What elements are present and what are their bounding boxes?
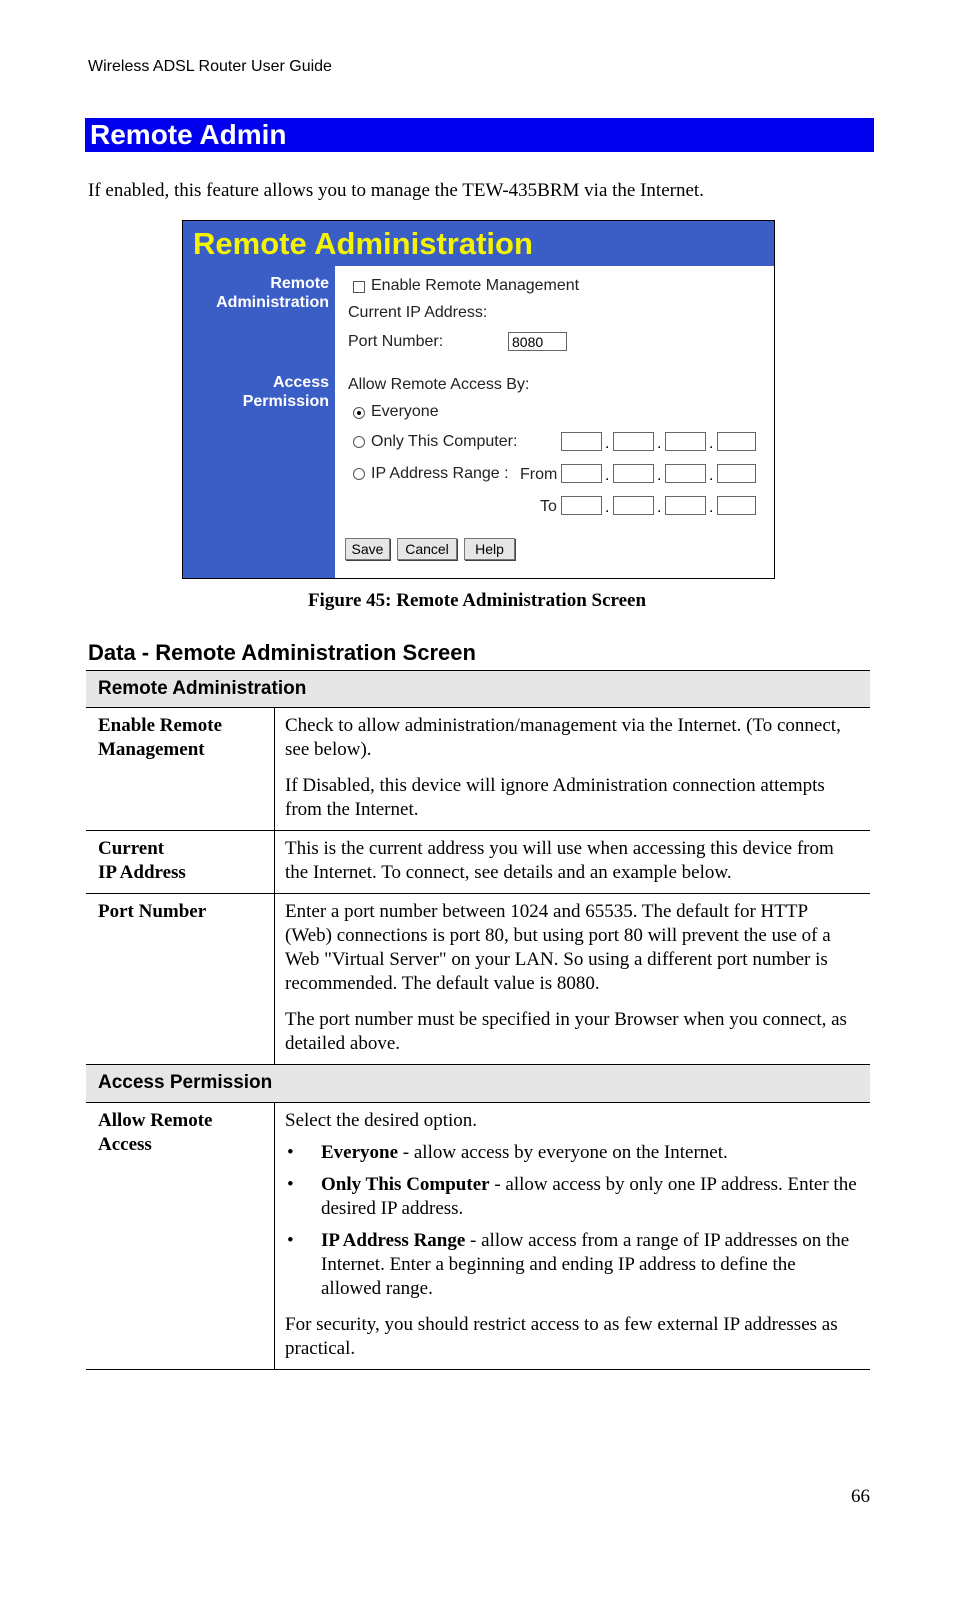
description-paragraph: Enter a port number between 1024 and 65535. The default for HTTP (Web) connections is port 80, but using port 80 will prevent the use of a Web "Virtual Server" on your LAN. So using a different port number is recommended. The default value is 8080. xyxy=(285,901,831,994)
port-number-field[interactable]: 8080 xyxy=(508,332,567,351)
side-label-access xyxy=(189,373,329,411)
dot-separator: . xyxy=(605,467,610,484)
dot-separator: . xyxy=(709,467,714,484)
row-label-line: IP Address xyxy=(98,862,186,883)
row-description xyxy=(275,831,870,893)
dot-separator: . xyxy=(709,435,714,452)
description-paragraph: If Disabled, this device will ignore Administration connection attempts from the Internet. xyxy=(285,775,825,820)
current-ip-label: Current IP Address: xyxy=(348,304,488,321)
description-paragraph: For security, you should restrict access to as few external IP addresses as practical. xyxy=(285,1314,838,1359)
row-description xyxy=(275,708,870,830)
dot-separator: . xyxy=(657,435,662,452)
row-label xyxy=(86,1103,275,1369)
only-ip-octet-2[interactable] xyxy=(613,432,654,451)
table-row xyxy=(86,894,870,1065)
figure-caption: Figure 45: Remote Administration Screen xyxy=(307,590,647,611)
side-label-remote xyxy=(189,274,329,312)
only-ip-octet-1[interactable] xyxy=(561,432,602,451)
row-label xyxy=(86,708,275,830)
dot-separator: . xyxy=(605,499,610,516)
row-description xyxy=(275,1103,870,1369)
to-ip-octet-2[interactable] xyxy=(613,496,654,515)
description-paragraph: The port number must be specified in your Browser when you connect, as detailed above. xyxy=(285,1009,847,1054)
only-ip-octet-4[interactable] xyxy=(717,432,756,451)
radio-everyone-label: Everyone xyxy=(371,403,439,420)
to-ip-octet-1[interactable] xyxy=(561,496,602,515)
side-label-access-line1: Access xyxy=(272,374,329,391)
description-paragraph: Check to allow administration/management via the Internet. (To connect, see below). xyxy=(285,715,841,760)
running-header: Wireless ADSL Router User Guide xyxy=(88,58,332,75)
description-paragraph: Select the desired option. xyxy=(285,1110,478,1131)
save-button[interactable]: Save xyxy=(345,538,390,560)
row-label xyxy=(86,894,275,1064)
option-desc: - allow access by only one IP address. Enter the desired IP address. xyxy=(321,1174,857,1219)
dot-separator: . xyxy=(657,467,662,484)
table-row xyxy=(86,1103,870,1370)
option-list xyxy=(285,1141,858,1301)
side-label-remote-line2: Administration xyxy=(216,294,329,311)
screenshot-title: Remote Administration xyxy=(193,226,533,261)
port-number-label: Port Number: xyxy=(348,333,444,350)
list-item xyxy=(321,1141,858,1165)
from-ip-octet-4[interactable] xyxy=(717,464,756,483)
row-label-line: Access xyxy=(98,1134,152,1155)
option-name: IP Address Range xyxy=(321,1230,466,1251)
section-title: Remote Admin xyxy=(90,119,287,150)
radio-everyone[interactable] xyxy=(353,407,365,419)
list-item xyxy=(321,1229,858,1301)
dot-separator: . xyxy=(605,435,610,452)
help-button[interactable]: Help xyxy=(464,538,515,560)
list-item xyxy=(321,1173,858,1221)
row-description xyxy=(275,894,870,1064)
to-ip-octet-4[interactable] xyxy=(717,496,756,515)
row-label-line: Allow Remote xyxy=(98,1110,213,1131)
section-header-bar xyxy=(85,118,874,152)
enable-remote-checkbox[interactable] xyxy=(353,281,365,293)
intro-paragraph: If enabled, this feature allows you to manage the TEW-435BRM via the Internet. xyxy=(88,180,704,201)
row-label-line: Port Number xyxy=(98,901,207,922)
from-ip-octet-1[interactable] xyxy=(561,464,602,483)
radio-only-computer-label: Only This Computer: xyxy=(371,433,518,450)
row-label-line: Management xyxy=(98,739,205,760)
description-paragraph: This is the current address you will use when accessing this device from the Internet. To connect, see details and an example below. xyxy=(285,838,834,883)
side-label-access-line2: Permission xyxy=(242,393,329,410)
option-desc: - allow access from a range of IP addresses on the Internet. Enter a beginning and ending IP address to define the allowed range. xyxy=(321,1230,850,1299)
from-ip-octet-2[interactable] xyxy=(613,464,654,483)
group-header-access-permission: Access Permission xyxy=(86,1065,870,1103)
radio-ip-range[interactable] xyxy=(353,468,365,480)
row-label-line: Enable Remote xyxy=(98,715,223,736)
side-label-remote-line1: Remote xyxy=(270,275,329,292)
page-number: 66 xyxy=(851,1486,870,1507)
only-ip-octet-3[interactable] xyxy=(665,432,706,451)
option-name: Everyone xyxy=(321,1142,399,1163)
screenshot-sidebar xyxy=(183,266,335,579)
row-label xyxy=(86,831,275,893)
cancel-button[interactable]: Cancel xyxy=(397,538,457,560)
option-desc: - allow access by everyone on the Internet. xyxy=(398,1142,728,1163)
enable-remote-label: Enable Remote Management xyxy=(371,277,580,294)
data-table xyxy=(86,670,870,1370)
row-label-line: Current xyxy=(98,838,165,859)
table-row xyxy=(86,708,870,831)
radio-only-computer[interactable] xyxy=(353,436,365,448)
to-label: To xyxy=(540,498,557,515)
from-ip-octet-3[interactable] xyxy=(665,464,706,483)
from-label: From xyxy=(520,466,558,483)
dot-separator: . xyxy=(709,499,714,516)
table-title: Data - Remote Administration Screen xyxy=(88,640,476,665)
dot-separator: . xyxy=(657,499,662,516)
allow-remote-label: Allow Remote Access By: xyxy=(348,376,530,393)
screenshot-header xyxy=(183,221,774,266)
table-row xyxy=(86,831,870,894)
remote-admin-screenshot xyxy=(182,220,775,579)
option-name: Only This Computer xyxy=(321,1174,490,1195)
radio-ip-range-label: IP Address Range : xyxy=(371,465,509,482)
to-ip-octet-3[interactable] xyxy=(665,496,706,515)
group-header-remote-admin: Remote Administration xyxy=(86,670,870,708)
